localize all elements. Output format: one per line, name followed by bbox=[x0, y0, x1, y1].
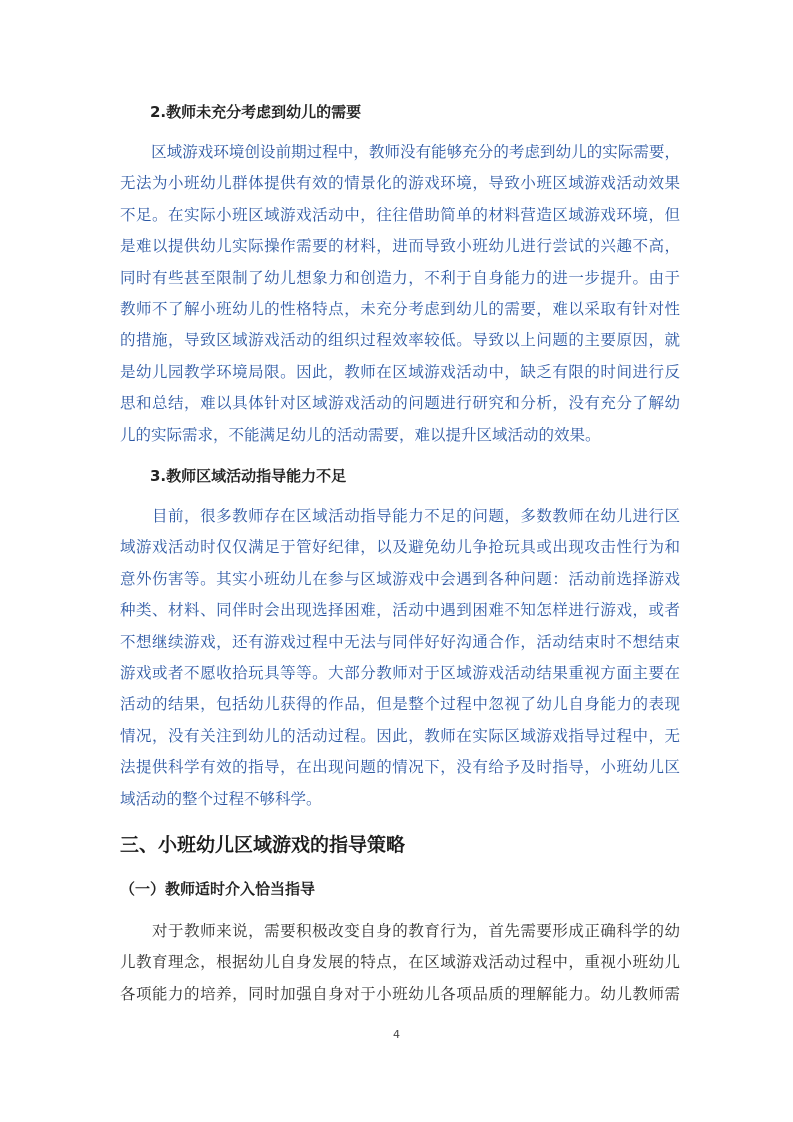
paragraph-line: 是难以提供幼儿实际操作需要的材料，进而导致小班幼儿进行尝试的兴趣不高， bbox=[120, 237, 680, 256]
paragraph-line: 域游戏活动时仅仅满足于管好纪律，以及避免幼儿争抢玩具或出现攻击性行为和 bbox=[120, 538, 680, 557]
paragraph-line: 区域游戏环境创设前期过程中，教师没有能够充分的考虑到幼儿的实际需要， bbox=[120, 143, 680, 161]
section-2-heading: 2.教师未充分考虑到幼儿的需要 bbox=[150, 103, 362, 121]
paragraph-line: 的措施，导致区域游戏活动的组织过程效率较低。导致以上问题的主要原因，就 bbox=[120, 331, 680, 350]
page-number: 4 bbox=[393, 1028, 400, 1041]
paragraph-line: 活动的结果，包括幼儿获得的作品，但是整个过程中忽视了幼儿自身能力的表现 bbox=[120, 695, 680, 714]
paragraph-line: 意外伤害等。其实小班幼儿在参与区域游戏中会遇到各种问题：活动前选择游戏 bbox=[120, 569, 680, 588]
paragraph-line: 不想继续游戏，还有游戏过程中无法与同伴好好沟通合作，活动结束时不想结束 bbox=[120, 632, 680, 651]
chapter-3-heading: 三、小班幼儿区域游戏的指导策略 bbox=[120, 834, 406, 856]
paragraph-line: 思和总结，难以具体针对区域游戏活动的问题进行研究和分析，没有充分了解幼 bbox=[120, 394, 680, 413]
paragraph-line: 无法为小班幼儿群体提供有效的情景化的游戏环境，导致小班区域游戏活动效果 bbox=[120, 174, 680, 193]
paragraph-line: 游戏或者不愿收拾玩具等等。大部分教师对于区域游戏活动结果重视方面主要在 bbox=[120, 663, 680, 682]
paragraph-line: 儿的实际需求，不能满足幼儿的活动需要，难以提升区域活动的效果。 bbox=[120, 425, 601, 444]
paragraph-line: 儿教育理念，根据幼儿自身发展的特点，在区域游戏活动过程中，重视小班幼儿 bbox=[120, 953, 680, 972]
paragraph-line: 目前，很多教师存在区域活动指导能力不足的问题，多数教师在幼儿进行区 bbox=[120, 507, 680, 525]
section-3-paragraph bbox=[120, 501, 680, 815]
section-2-paragraph bbox=[120, 137, 680, 451]
subsection-1-paragraph bbox=[120, 916, 680, 1010]
paragraph-line: 种类、材料、同伴时会出现选择困难，活动中遇到困难不知怎样进行游戏，或者 bbox=[120, 601, 680, 620]
paragraph-line: 同时有些甚至限制了幼儿想象力和创造力，不利于自身能力的进一步提升。由于 bbox=[120, 268, 680, 287]
paragraph-line: 对于教师来说，需要积极改变自身的教育行为，首先需要形成正确科学的幼 bbox=[120, 922, 680, 940]
paragraph-line: 法提供科学有效的指导，在出现问题的情况下，没有给予及时指导，小班幼儿区 bbox=[120, 758, 680, 777]
subsection-1-heading: （一）教师适时介入恰当指导 bbox=[120, 880, 316, 898]
paragraph-line: 情况，没有关注到幼儿的活动过程。因此，教师在实际区域游戏指导过程中，无 bbox=[120, 726, 680, 745]
paragraph-line: 教师不了解小班幼儿的性格特点，未充分考虑到幼儿的需要，难以采取有针对性 bbox=[120, 299, 680, 318]
paragraph-line: 不足。在实际小班区域游戏活动中，往往借助简单的材料营造区域游戏环境，但 bbox=[120, 205, 680, 224]
section-3-heading: 3.教师区域活动指导能力不足 bbox=[150, 467, 347, 485]
paragraph-line: 域活动的整个过程不够科学。 bbox=[120, 789, 322, 808]
paragraph-line: 是幼儿园教学环境局限。因此，教师在区域游戏活动中，缺乏有限的时间进行反 bbox=[120, 362, 680, 381]
paragraph-line: 各项能力的培养，同时加强自身对于小班幼儿各项品质的理解能力。幼儿教师需 bbox=[120, 984, 680, 1003]
